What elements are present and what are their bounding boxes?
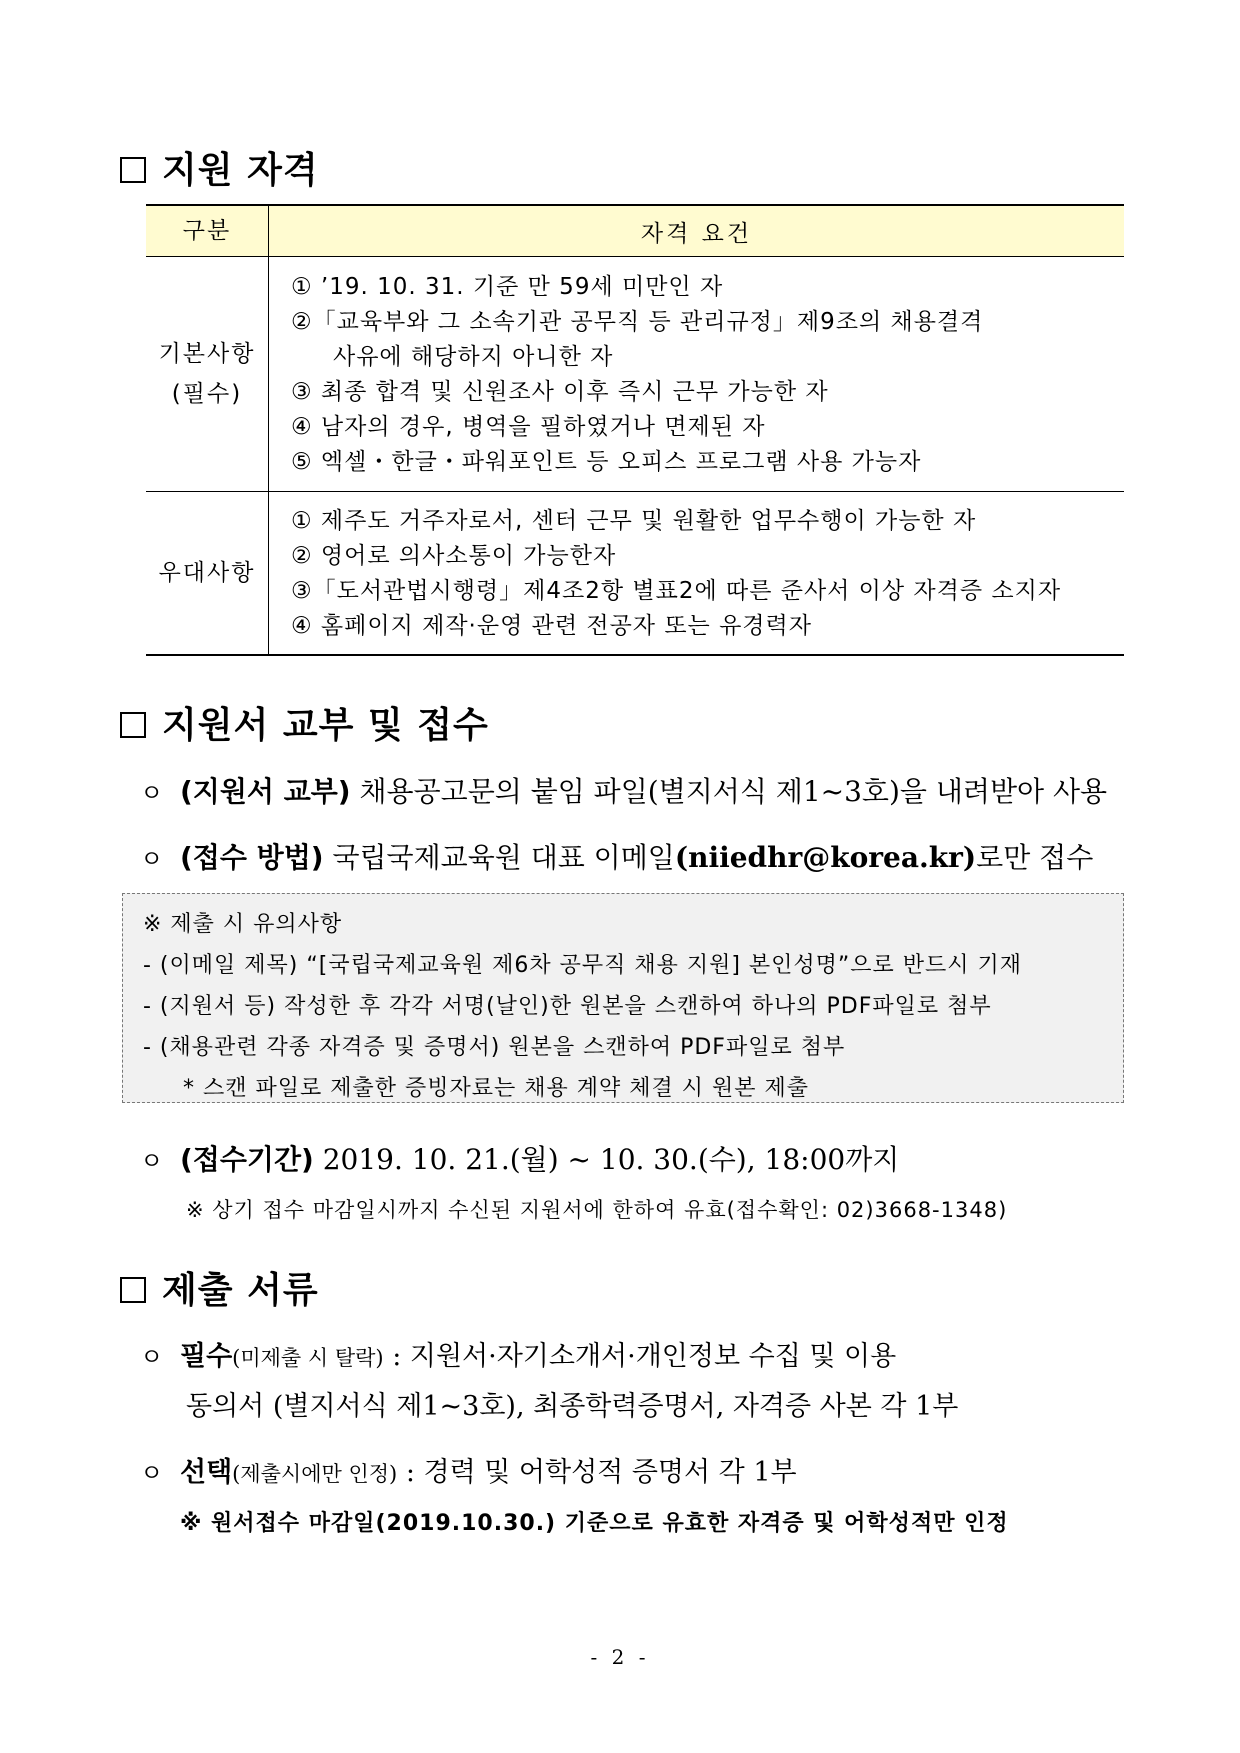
category-preferred [146,492,269,656]
required-documents-item-continued: 동의서 (별지서식 제1~3호), 최종학력증명서, 자격증 사본 각 1부 [186,1391,959,1422]
item-label: 필수 [180,1341,233,1372]
page-number: - 2 - [590,1645,650,1669]
requirement-item: ① ’19. 10. 31. 기준 만 59세 미만인 자 [291,274,724,300]
item-text: : 경력 및 어학성적 증명서 각 1부 [405,1457,797,1488]
notice-line: - (채용관련 각종 자격증 및 증명서) 원본을 스캔하여 PDF파일로 첨부 [143,1035,846,1060]
preference-item: ② 영어로 의사소통이 가능한자 [291,543,617,569]
optional-documents-item [140,1450,797,1489]
notice-title: ※ 제출 시 유의사항 [143,912,343,937]
section-title-qualifications [120,142,319,193]
checkbox-square-icon [120,712,146,738]
requirement-item: ⑤ 엑셀・한글・파워포인트 등 오피스 프로그램 사용 가능자 [291,449,922,475]
section-title-documents [120,1262,319,1313]
required-documents-item [140,1334,896,1373]
table-row-preferred [146,492,1124,656]
application-distribution-item [140,770,1107,810]
preference-item: ① 제주도 거주자로서, 센터 근무 및 원활한 업무수행이 가능한 자 [291,508,977,534]
documents-note: ※ 원서접수 마감일(2019.10.30.) 기준으로 유효한 자격증 및 어학성적만 인정 [180,1511,1009,1536]
bullet-icon: ㅇ [140,845,164,873]
application-method-item [140,836,1093,876]
item-text: : 지원서·자기소개서·개인정보 수집 및 이용 [392,1341,897,1372]
bullet-icon: ㅇ [140,1343,164,1371]
requirement-item-continued: 사유에 해당하지 아니한 자 [333,344,614,370]
email-address: (niiedhr@korea.kr) [674,841,977,874]
bullet-icon: ㅇ [140,1459,164,1487]
requirements-preferred [269,492,1125,656]
item-paren: (미제출 시 탈락) [232,1346,384,1370]
item-paren: (제출시에만 인정) [232,1462,398,1486]
notice-line: - (이메일 제목) “[국립국제교육원 제6차 공무직 채용 지원] 본인성명”으로 반드시 기재 [143,953,1023,978]
application-period-item [140,1138,899,1178]
item-label: 선택 [180,1457,233,1488]
item-text: 2019. 10. 21.(월) ~ 10. 30.(수), 18:00까지 [322,1143,900,1176]
section-title-application [120,697,489,748]
category-label: 우대사항 [158,560,256,586]
requirement-item: ③ 최종 합격 및 신원조사 이후 즉시 근무 가능한 자 [291,379,829,405]
category-sublabel: (필수) [171,381,243,407]
section-title-text: 지원 자격 [162,150,319,191]
section-title-text: 지원서 교부 및 접수 [162,705,489,746]
table-header-requirements: 자격 요건 [269,205,1125,257]
preference-item: ③「도서관법시행령」제4조2항 별표2에 따른 준사서 이상 자격증 소지자 [291,578,1062,604]
checkbox-square-icon [120,1277,146,1303]
category-basic [146,257,269,492]
submission-notice-box [122,893,1124,1103]
bullet-icon: ㅇ [140,779,164,807]
preference-item: ④ 홈페이지 제작·운영 관련 전공자 또는 유경력자 [291,613,812,639]
item-label: (접수기간) [180,1143,314,1176]
item-label: (접수 방법) [180,841,324,874]
item-text: 국립국제교육원 대표 이메일 [332,841,675,874]
item-text-after: 로만 접수 [976,841,1094,874]
checkbox-square-icon [120,157,146,183]
table-header-row [146,205,1124,257]
item-label: (지원서 교부) [180,775,351,808]
category-label: 기본사항 [158,341,256,367]
item-text: 채용공고문의 붙임 파일(별지서식 제1~3호)을 내려받아 사용 [359,775,1108,808]
requirement-item: ④ 남자의 경우, 병역을 필하였거나 면제된 자 [291,414,766,440]
notice-subline: * 스캔 파일로 제출한 증빙자료는 채용 계약 체결 시 원본 제출 [183,1076,809,1101]
requirements-basic [269,257,1125,492]
bullet-icon: ㅇ [140,1147,164,1175]
qualification-table [146,204,1124,656]
table-header-category: 구분 [146,205,269,257]
notice-line: - (지원서 등) 작성한 후 각각 서명(날인)한 원본을 스캔하여 하나의 PDF파일로 첨부 [143,994,992,1019]
table-row-basic [146,257,1124,492]
section-title-text: 제출 서류 [162,1270,319,1311]
requirement-item: ②「교육부와 그 소속기관 공무직 등 관리규정」제9조의 채용결격 [291,309,984,335]
application-period-note: ※ 상기 접수 마감일시까지 수신된 지원서에 한하여 유효(접수확인: 02)3668-1348) [186,1198,1008,1222]
